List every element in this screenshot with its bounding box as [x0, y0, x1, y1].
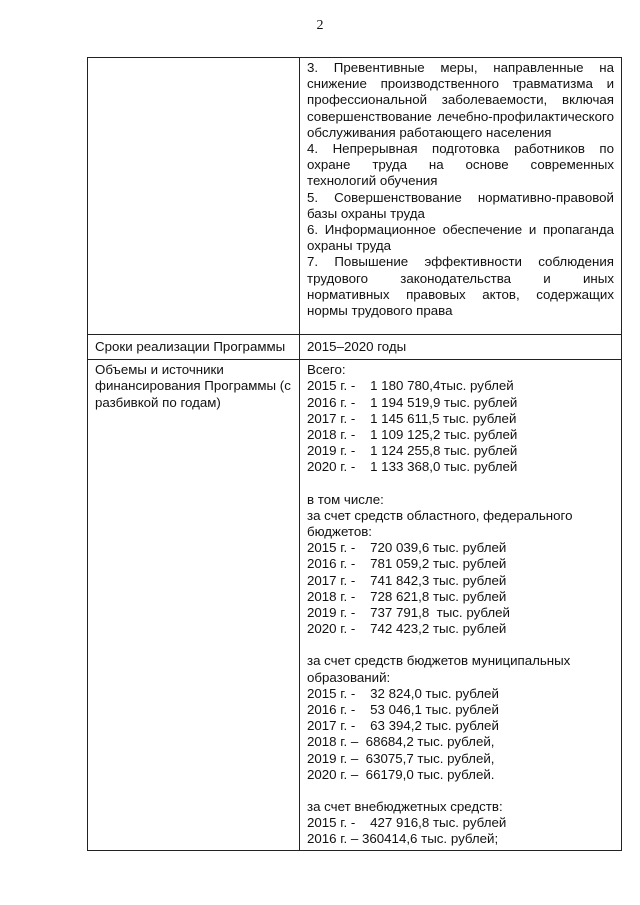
extrabudget-label: за счет внебюджетных средств: — [307, 799, 503, 815]
measure-item — [307, 254, 614, 319]
financing-cell — [300, 360, 622, 850]
regional-year-line: 2018 г. - 728 621,8 тыс. рублей — [307, 588, 507, 604]
including-label: в том числе: — [307, 491, 384, 507]
total-year-line: 2020 г. - 1 133 368,0 тыс. рублей — [307, 459, 518, 475]
measure-item — [307, 60, 614, 141]
measure-number: 6. — [307, 222, 319, 238]
municipal-year-line: 2020 г. – 66179,0 тыс. рублей. — [307, 766, 495, 782]
regional-year-line: 2020 г. - 742 423,2 тыс. рублей — [307, 621, 507, 637]
municipal-list — [307, 686, 614, 783]
financing-content — [300, 360, 621, 849]
measure-text: Превентивные меры, направленные на снижение производственного травматизма и профессиональной заболеваемости, включая совершенствование лечебно-профилактического обслуживания работающего населения — [307, 60, 614, 140]
measure-text: Непрерывная подготовка работников по охране труда на основе современных технологий обучения — [307, 141, 614, 189]
total-year-line: 2016 г. - 1 194 519,9 тыс. рублей — [307, 394, 518, 410]
municipal-year-line: 2017 г. - 63 394,2 тыс. рублей — [307, 718, 499, 734]
measures-cell — [300, 58, 622, 335]
page-number: 2 — [316, 18, 324, 33]
program-passport-table — [87, 57, 622, 851]
municipal-year-line: 2015 г. - 32 824,0 тыс. рублей — [307, 685, 499, 701]
measures-label-cell — [88, 58, 300, 335]
municipal-year-line: 2019 г. – 63075,7 тыс. рублей, — [307, 750, 495, 766]
financing-label: Объемы и источники финансирования Программы (с разбивкой по годам) — [95, 362, 291, 410]
measure-number: 4. — [307, 141, 319, 157]
terms-row — [88, 335, 622, 360]
measure-item — [307, 141, 614, 190]
regional-label: за счет средств областного, федерального бюджетов: — [307, 507, 573, 540]
measure-item — [307, 222, 614, 254]
total-year-line: 2015 г. - 1 180 780,4тыс. рублей — [307, 378, 514, 394]
measure-number: 5. — [307, 189, 319, 205]
measure-number: 7. — [307, 254, 319, 270]
measures-list — [300, 58, 621, 321]
measures-row — [88, 58, 622, 335]
total-year-line: 2017 г. - 1 145 611,5 тыс. рублей — [307, 410, 517, 426]
municipal-year-line: 2018 г. – 68684,2 тыс. рублей, — [307, 734, 495, 750]
total-year-line: 2018 г. - 1 109 125,2 тыс. рублей — [307, 427, 518, 443]
terms-value-cell — [300, 335, 622, 360]
extrabudget-list — [307, 815, 614, 847]
total-list — [307, 378, 614, 475]
financing-row — [88, 360, 622, 850]
regional-year-line: 2017 г. - 741 842,3 тыс. рублей — [307, 572, 507, 588]
terms-label: Сроки реализации Программы — [95, 339, 286, 354]
municipal-label: за счет средств бюджетов муниципальных образований: — [307, 653, 571, 685]
regional-year-line: 2015 г. - 720 039,6 тыс. рублей — [307, 540, 507, 556]
terms-value: 2015–2020 годы — [307, 339, 407, 354]
municipal-year-line: 2016 г. - 53 046,1 тыс. рублей — [307, 702, 499, 718]
total-year-line: 2019 г. - 1 124 255,8 тыс. рублей — [307, 443, 518, 459]
measure-text: Совершенствование нормативно-правовой базы охраны труда — [307, 189, 614, 221]
total-label: Всего: — [307, 362, 346, 378]
measure-item — [307, 190, 614, 222]
measure-text: Информационное обеспечение и пропаганда охраны труда — [307, 222, 614, 254]
measure-number: 3. — [307, 60, 319, 75]
extrabudget-year-line: 2016 г. – 360414,6 тыс. рублей; — [307, 831, 499, 847]
regional-year-line: 2019 г. - 737 791,8 тыс. рублей — [307, 605, 510, 621]
regional-year-line: 2016 г. - 781 059,2 тыс. рублей — [307, 556, 507, 572]
regional-list — [307, 540, 614, 637]
terms-label-cell — [88, 335, 300, 360]
financing-label-cell — [88, 360, 300, 850]
extrabudget-year-line: 2015 г. - 427 916,8 тыс. рублей — [307, 815, 507, 831]
measure-text: Повышение эффективности соблюдения трудового законодательства и иных нормативных правовых актов, содержащих нормы трудового права — [307, 254, 614, 319]
